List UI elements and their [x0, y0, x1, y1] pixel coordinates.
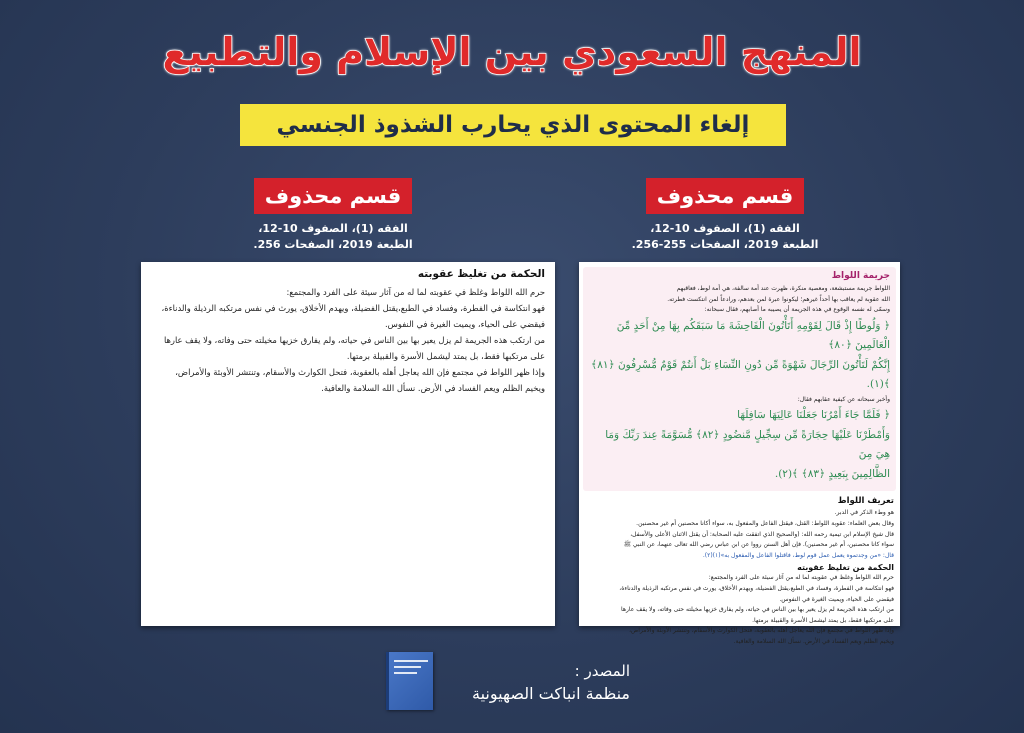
cover-line-icon	[394, 666, 421, 668]
report-cover-icon	[386, 652, 433, 710]
verse-2-line-1: ﴿ فَلَمَّا جَاءَ أَمْرُنَا جَعَلْنَا عَالِيَهَا سَافِلَهَا	[737, 409, 890, 422]
crime-box	[583, 267, 896, 491]
left-para-7: ويخيم الظلم ويعم الفساد في الأرض. نسأل الله السلامة والعافية.	[321, 383, 545, 393]
right-wisdom-line-3: فيقضي على الحياء، ويميت الغيرة في النفوس.	[779, 595, 894, 603]
left-para-5: على مرتكبها فقط، بل يمتد ليشمل الأسرة والقبيلة برمتها.	[346, 351, 545, 361]
left-reference	[228, 221, 438, 253]
left-para-4: من ارتكب هذه الجريمة لم يزل يعير بها بين الناس في حياته، ولم يفارق خزيها مخيلته حتى وفاته، ولا يقف عارها	[163, 335, 545, 345]
definition-heading: تعريف اللواط	[837, 496, 894, 507]
right-ref-line-2: الطبعة 2019، الصفحات 255-256.	[631, 238, 819, 251]
cover-line-icon	[394, 660, 428, 662]
right-wisdom-heading: الحكمة من تغليظ عقوبته	[797, 563, 894, 573]
crime-line-2: الله عقوبة لم يعاقب بها أحداً غيرهم؛ ليكونوا عبرة لمن بعدهم، ورادعاً لمن انتكست فطرته.	[667, 295, 890, 303]
right-textbook-page	[579, 262, 900, 645]
right-wisdom-line-2: فهو انتكاسة في الفطرة، وفساد في الطبع،يقتل الفضيلة، ويهدم الأخلاق، يورث في نفس مرتكبه الرذيلة والدناءة،	[619, 584, 894, 592]
definition-line-1: هو وطء الذكر في الدبر.	[834, 509, 894, 517]
left-para-3: فيقضي على الحياء، ويميت الغيرة في النفوس.	[384, 319, 545, 329]
verse-2-line-2: وَأَمْطَرْنَا عَلَيْهَا حِجَارَةً مِّن سِجِّيلٍ مَّنضُودٍ ﴿٨٢﴾ مُّسَوَّمَةً عِندَ رَبِّكَ وَمَا هِيَ مِنَ	[605, 429, 890, 461]
crime-line-3: وسمّى له نفسه الوقوع في هذه الجريمة أن يصيبه ما أصابهم، فقال سبحانه:	[704, 306, 890, 314]
left-deleted-badge: قسم محذوف	[254, 178, 412, 214]
left-textbook-page	[141, 262, 555, 626]
left-para-1: حرم الله اللواط وغلظ في عقوبته لما له من آثار سيئة على الفرد والمجتمع:	[286, 287, 545, 297]
definition-line-4: سواء كانا محصنين، أم غير محصنين). فإن أهل السنن رووا عن ابن عباس رضي الله تعالى عنهما، عن النبي ﷺ	[623, 541, 894, 549]
definition-line-2: وقال بعض العلماء: عقوبة اللواط: القتل، فيقتل الفاعل والمفعول به، سواء أكانا محصنين أم غير محصنين.	[636, 519, 894, 527]
crime-line-4: وأخبر سبحانه عن كيفية عقابهم فقال:	[797, 395, 890, 403]
left-para-2: فهو انتكاسة في الفطرة، وفساد في الطبع،يقتل الفضيلة، ويهدم الأخلاق، يورث في نفس مرتكبه الرذيلة والدناءة،	[161, 303, 545, 313]
right-reference	[620, 221, 830, 253]
crime-line-1: اللواط جريمة مستبشعة، ومعصية منكرة، ظهرت عند أمة سالفة، هي أمة لوط، فعاقبهم	[676, 285, 890, 292]
left-ref-line-2: الطبعة 2019، الصفحات 256.	[253, 238, 413, 251]
right-wisdom-line-4: من ارتكب هذه الجريمة لم يزل يعير بها بين الناس في حياته، ولم يفارق خزيها مخيلته حتى وفاته، ولا يقف عارها	[621, 606, 894, 614]
right-wisdom-line-6: وإذا ظهر اللواط في مجتمع فإن الله يعاجل أهله بالعقوبة، فتحل الكوارث والأسقام، وتنتشر الأوبئة والأمراض،	[629, 627, 894, 635]
crime-box-title: جريمة اللواط	[831, 271, 890, 281]
right-ref-line-1: الفقه (1)، الصفوف 10-12،	[650, 222, 800, 235]
right-wisdom-line-1: حرم الله اللواط وغلظ في عقوبته لما له من آثار سيئة على الفرد والمجتمع:	[708, 574, 894, 582]
hadith-line: قال: «من وجدتموه يعمل عمل قوم لوط، فاقتلوا الفاعل والمفعول به»(١)(٢).	[702, 551, 894, 559]
cover-line-icon	[394, 672, 417, 674]
verse-2-line-3: الظَّالِمِينَ بِبَعِيدٍ ﴿٨٣﴾ ﴾(٢).	[774, 468, 890, 481]
left-ref-line-1: الفقه (1)، الصفوف 10-12،	[258, 222, 408, 235]
source-label: المصدر :	[574, 662, 630, 680]
left-section-heading: الحكمة من تغليظ عقوبته	[417, 268, 545, 280]
subtitle-banner: إلغاء المحتوى الذي يحارب الشذوذ الجنسي	[240, 104, 786, 146]
definition-line-3: قال شيخ الإسلام ابن تيمية رحمه الله: (والصحيح الذي اتفقت عليه الصحابة: أن يقتل الاثنان الأعلى والأسفل،	[630, 530, 894, 538]
source-organization: منظمة انباكت الصهيونية	[472, 684, 630, 703]
right-wisdom-line-7: ويخيم الظلم ويعم الفساد في الأرض. نسأل الله السلامة والعافية.	[733, 637, 894, 645]
right-deleted-badge: قسم محذوف	[646, 178, 804, 214]
right-wisdom-line-5: على مرتكبها فقط، بل يمتد ليشمل الأسرة والقبيلة برمتها.	[752, 616, 894, 624]
verse-1-line-2: إِنَّكُمْ لَتَأْتُونَ الرِّجَالَ شَهْوَةً مِّن دُونِ النِّسَاءِ بَلْ أَنتُمْ قَوْمٌ مُّسْرِفُونَ ﴿٨١﴾ ﴾(١).	[591, 358, 890, 390]
left-para-6: وإذا ظهر اللواط في مجتمع فإن الله يعاجل أهله بالعقوبة، فتحل الكوارث والأسقام، وتنتشر الأوبئة والأمراض،	[175, 367, 545, 377]
verse-1-line-1: ﴿ وَلُوطًا إِذْ قَالَ لِقَوْمِهِ أَتَأْتُونَ الْفَاحِشَةَ مَا سَبَقَكُم بِهَا مِنْ أَحَدٍ مِّنَ الْعَالَمِينَ ﴿٨٠﴾	[616, 319, 890, 351]
main-title: المنهج السعودي بين الإسلام والتطبيع	[162, 30, 862, 74]
